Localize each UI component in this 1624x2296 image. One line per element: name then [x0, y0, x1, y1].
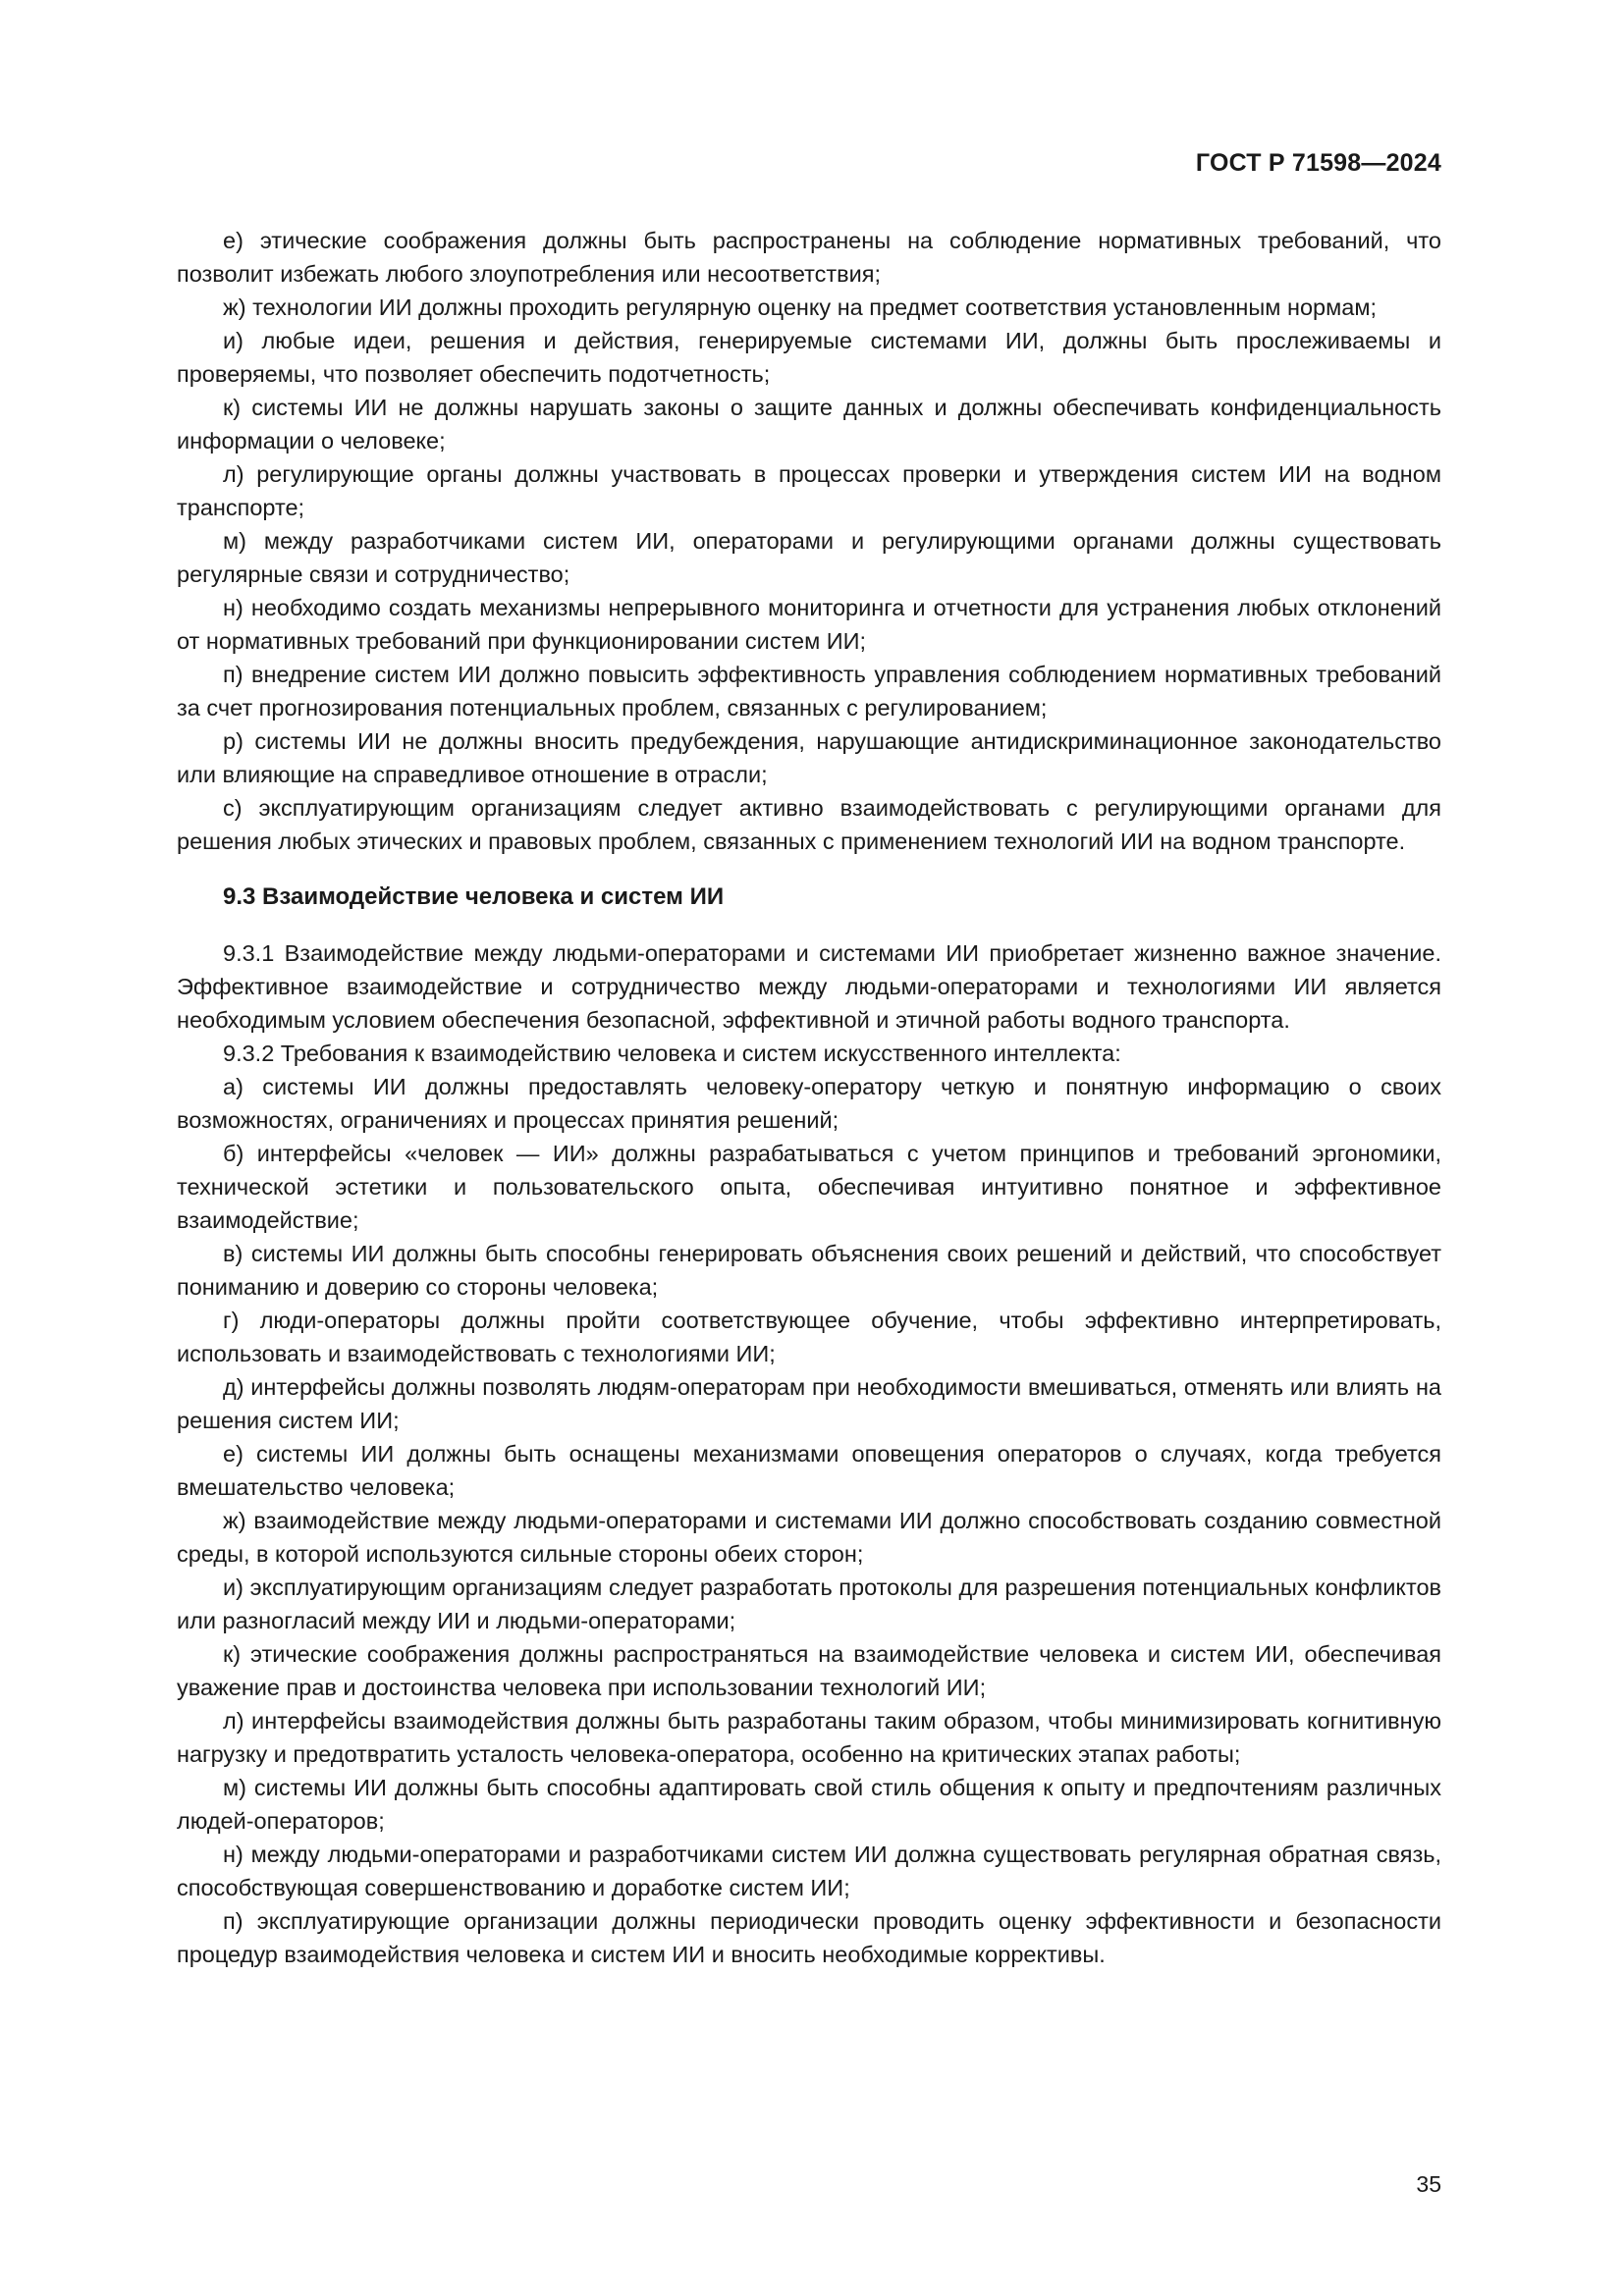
- list-item: в) системы ИИ должны быть способны генерировать объяснения своих решений и действий, что способствует пониманию и доверию со стороны человека;: [177, 1241, 1441, 1300]
- list-item: с) эксплуатирующим организациям следует активно взаимодействовать с регулирующими органами для решения любых этических и правовых проблем, связанных с применением технологий ИИ на водном транспорте.: [177, 795, 1441, 854]
- list-item: р) системы ИИ не должны вносить предубеждения, нарушающие антидискриминационное законодательство или влияющие на справедливое отношение в отрасли;: [177, 728, 1441, 787]
- list-item: м) между разработчиками систем ИИ, операторами и регулирующими органами должны существовать регулярные связи и сотрудничество;: [177, 528, 1441, 587]
- list-item: г) люди-операторы должны пройти соответствующее обучение, чтобы эффективно интерпретировать, использовать и взаимодействовать с технологиями ИИ;: [177, 1308, 1441, 1366]
- list-item: п) внедрение систем ИИ должно повысить эффективность управления соблюдением нормативных требований за счет прогнозирования потенциальных проблем, связанных с регулированием;: [177, 662, 1441, 721]
- paragraph-9-3-2: 9.3.2 Требования к взаимодействию человека и систем искусственного интеллекта:: [223, 1041, 1121, 1066]
- list-item: е) системы ИИ должны быть оснащены механизмами оповещения операторов о случаях, когда требуется вмешательство человека;: [177, 1441, 1441, 1500]
- list-item: е) этические соображения должны быть распространены на соблюдение нормативных требований, что позволит избежать любого злоупотребления или несоответствия;: [177, 228, 1441, 287]
- document-designation: ГОСТ Р 71598—2024: [1195, 149, 1441, 177]
- list-item: ж) взаимодействие между людьми-операторами и системами ИИ должно способствовать созданию совместной среды, в которой используются сильные стороны обеих сторон;: [177, 1508, 1441, 1567]
- list-item: л) интерфейсы взаимодействия должны быть разработаны таким образом, чтобы минимизировать когнитивную нагрузку и предотвратить усталость человека-оператора, особенно на критических этапах работы;: [177, 1708, 1441, 1767]
- list-item: б) интерфейсы «человек — ИИ» должны разрабатываться с учетом принципов и требований эргономики, технической эстетики и пользовательского опыта, обеспечивая интуитивно понятное и эффективное взаимодействие;: [177, 1141, 1441, 1233]
- list-item: н) между людьми-операторами и разработчиками систем ИИ должна существовать регулярная обратная связь, способствующая совершенствованию и доработке систем ИИ;: [177, 1842, 1441, 1900]
- list-item: д) интерфейсы должны позволять людям-операторам при необходимости вмешиваться, отменять или влиять на решения систем ИИ;: [177, 1374, 1441, 1433]
- list-item: и) любые идеи, решения и действия, генерируемые системами ИИ, должны быть прослеживаемы и проверяемы, что позволяет обеспечить подотчетность;: [177, 328, 1441, 387]
- list-item: л) регулирующие органы должны участвовать в процессах проверки и утверждения систем ИИ на водном транспорте;: [177, 461, 1441, 520]
- list-item: к) этические соображения должны распространяться на взаимодействие человека и систем ИИ, обеспечивая уважение прав и достоинства человека при использовании технологий ИИ;: [177, 1641, 1441, 1700]
- list-item: и) эксплуатирующим организациям следует разработать протоколы для разрешения потенциальных конфликтов или разногласий между ИИ и людьми-операторами;: [177, 1575, 1441, 1633]
- list-item: м) системы ИИ должны быть способны адаптировать свой стиль общения к опыту и предпочтениям различных людей-операторов;: [177, 1775, 1441, 1834]
- list-item: н) необходимо создать механизмы непрерывного мониторинга и отчетности для устранения любых отклонений от нормативных требований при функционировании систем ИИ;: [177, 595, 1441, 654]
- section-heading: 9.3 Взаимодействие человека и систем ИИ: [223, 883, 725, 910]
- list-item: п) эксплуатирующие организации должны периодически проводить оценку эффективности и безопасности процедур взаимодействия человека и систем ИИ и вносить необходимые коррективы.: [177, 1908, 1441, 1967]
- page-number: 35: [1416, 2171, 1441, 2197]
- page-content: [177, 224, 1441, 1971]
- list-item: а) системы ИИ должны предоставлять человеку-оператору четкую и понятную информацию о своих возможностях, ограничениях и процессах принятия решений;: [177, 1074, 1441, 1133]
- list-item: к) системы ИИ не должны нарушать законы о защите данных и должны обеспечивать конфиденциальность информации о человеке;: [177, 395, 1441, 454]
- list-item: ж) технологии ИИ должны проходить регулярную оценку на предмет соответствия установленным нормам;: [223, 294, 1377, 320]
- paragraph-9-3-1: 9.3.1 Взаимодействие между людьми-операторами и системами ИИ приобретает жизненно важное значение. Эффективное взаимодействие и сотрудничество между людьми-операторами и технологиями ИИ является необходимым условием обеспечения безопасной, эффективной и этичной работы водного транспорта.: [177, 940, 1441, 1033]
